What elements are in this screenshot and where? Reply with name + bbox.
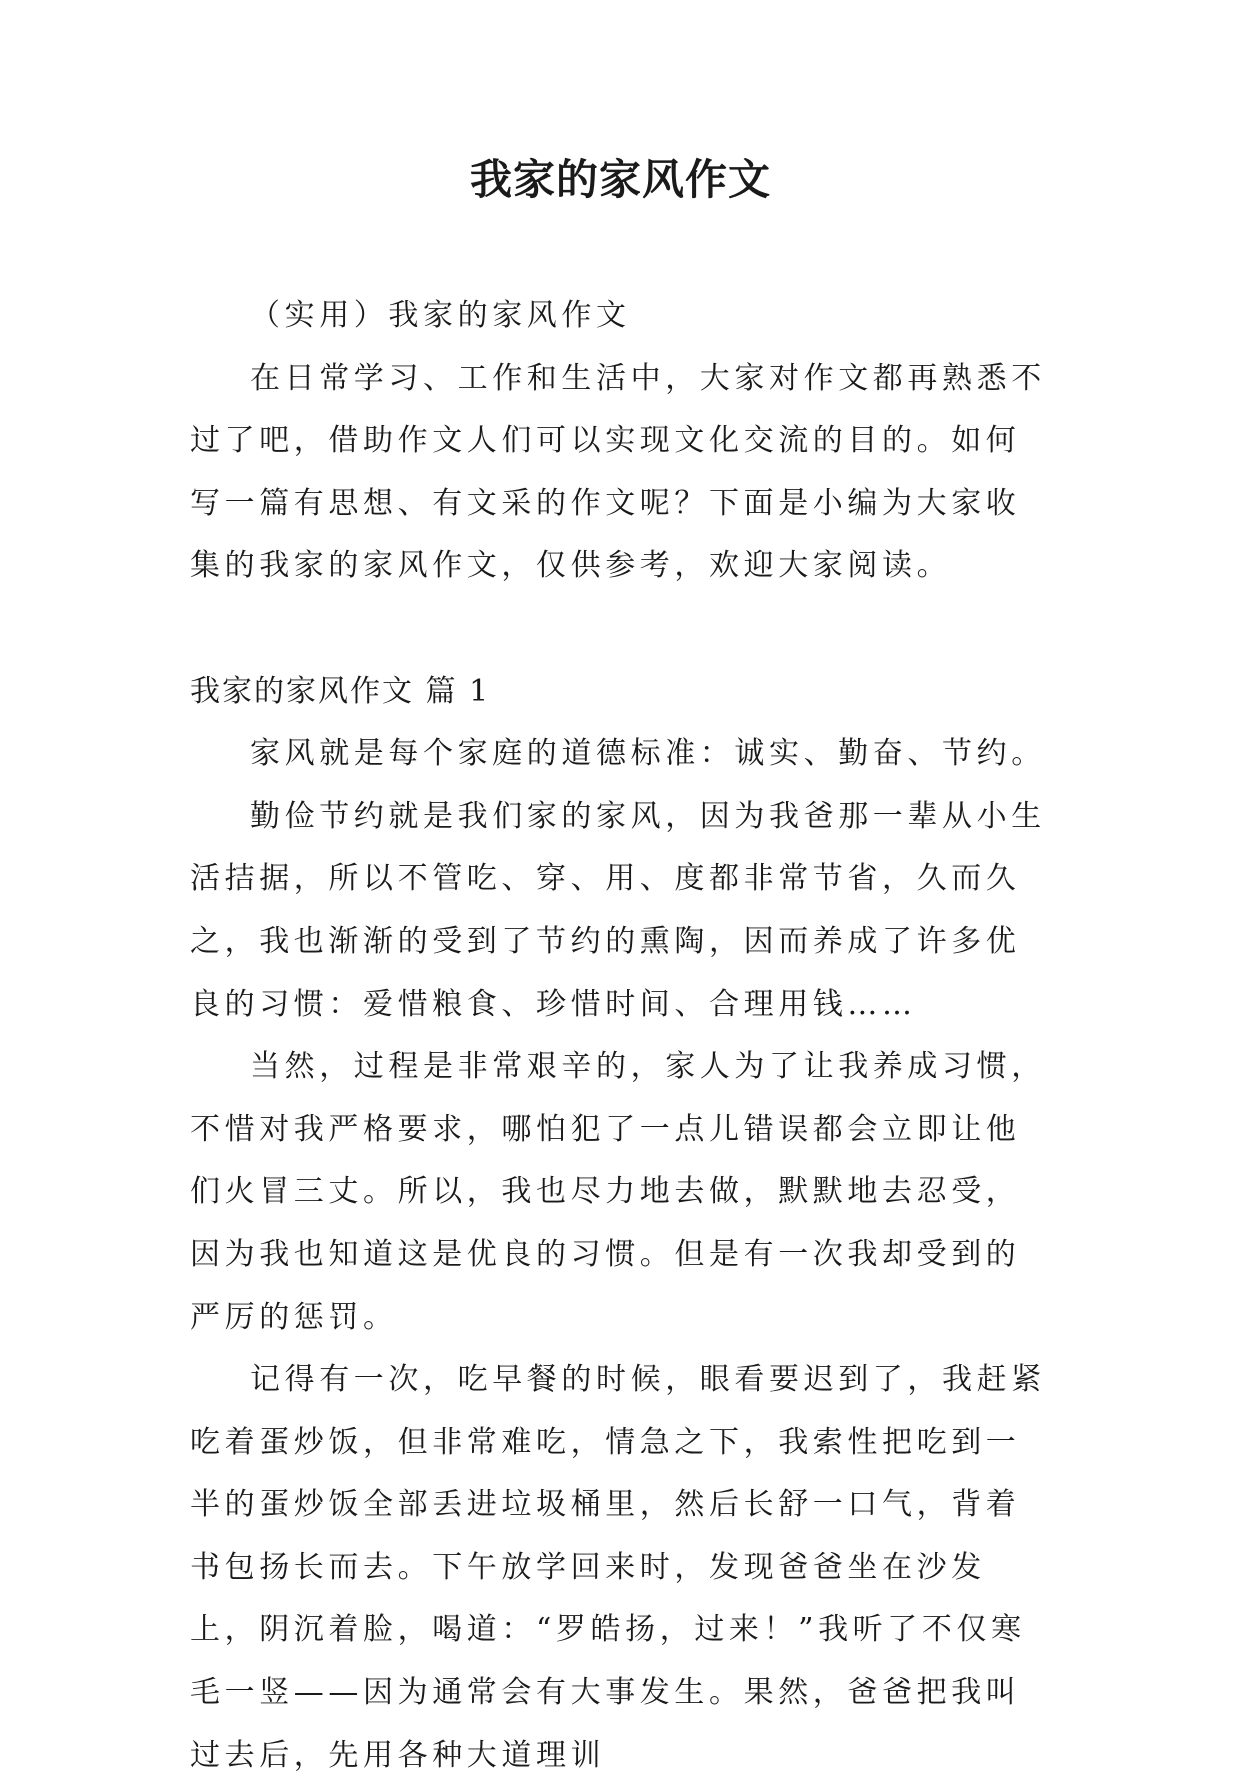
- document-subtitle: （实用）我家的家风作文: [250, 298, 631, 333]
- body-paragraph: 当然，过程是非常艰辛的，家人为了让我养成习惯，不惜对我严格要求，哪怕犯了一点儿错误都会立即让他们火冒三丈。所以，我也尽力地去做，默默地去忍受，因为我也知道这是优良的习惯。但是有一次我却受到的严厉的惩罚。: [190, 1049, 1046, 1335]
- section-gap: [190, 598, 1050, 661]
- body-paragraph: 勤俭节约就是我们家的家风，因为我爸那一辈从小生活拮据，所以不管吃、穿、用、度都非常节省，久而久之，我也渐渐的受到了节约的熏陶，因而养成了许多优良的习惯：爱惜粮食、珍惜时间、合理用钱……: [190, 798, 1046, 1022]
- section-heading: 我家的家风作文 篇 1: [190, 673, 491, 709]
- body-paragraph: 记得有一次，吃早餐的时候，眼看要迟到了，我赶紧吃着蛋炒饭，但非常难吃，情急之下，我索性把吃到一半的蛋炒饭全部丢进垃圾桶里，然后长舒一口气，背着书包扬长而去。下午放学回来时，发现爸爸坐在沙发上，阴沉着脸，喝道：“罗皓扬，过来！”我听了不仅寒毛一竖——因为通常会有大事发生。果然，爸爸把我叫过去后，先用各种大道理训: [190, 1362, 1046, 1773]
- document-title: 我家的家风作文: [469, 155, 771, 204]
- intro-paragraph: 在日常学习、工作和生活中，大家对作文都再熟悉不过了吧，借助作文人们可以实现文化交流的目的。如何写一篇有思想、有文采的作文呢？下面是小编为大家收集的我家的家风作文，仅供参考，欢迎大家阅读。: [190, 360, 1046, 584]
- body-paragraph: 家风就是每个家庭的道德标准：诚实、勤奋、节约。: [250, 736, 1046, 772]
- document-body: [190, 285, 1050, 1787]
